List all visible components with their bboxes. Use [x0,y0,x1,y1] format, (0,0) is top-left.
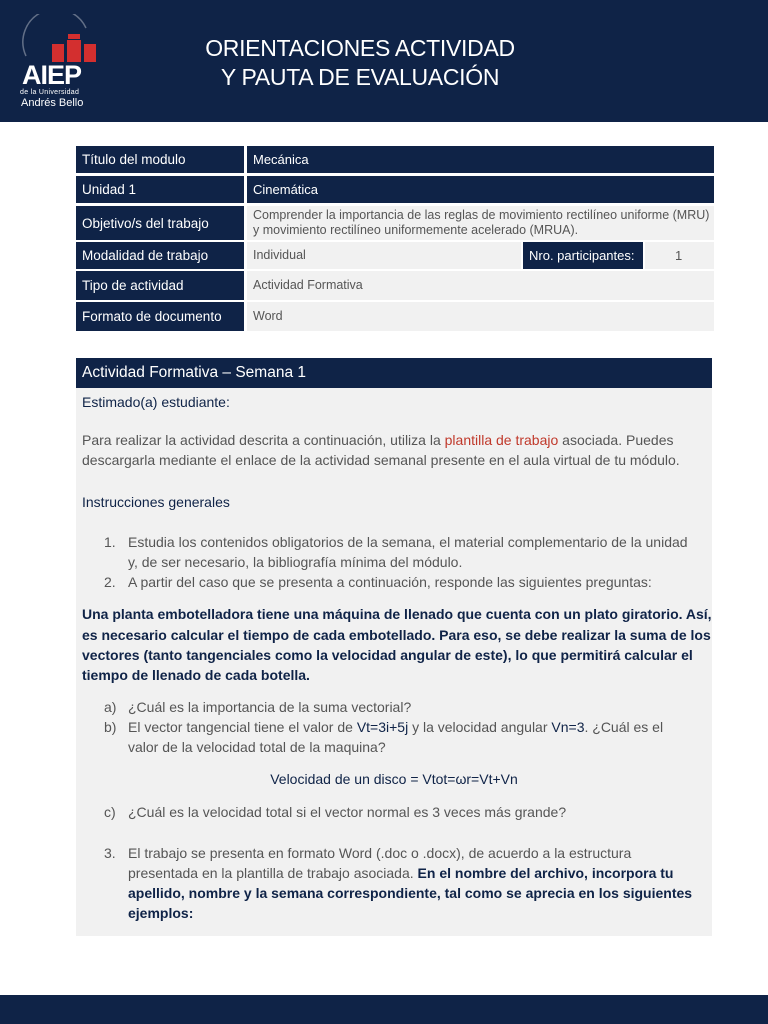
tipo-label: Tipo de actividad [76,271,244,300]
item3-text-b: En el nombre del archivo, incorpora tu [417,865,674,881]
item3-line-1: El trabajo se presenta en formato Word (.doc o .docx), de acuerdo a la estructura [128,845,632,861]
question-b-line-1 [128,717,663,737]
question-a-letter: a) [104,699,117,715]
case-line-3: vectores (tanto tangenciales como la velocidad angular de este), lo que permitirá calcular el [82,647,693,663]
activity-heading: Actividad Formativa – Semana 1 [76,358,712,388]
instructions-title: Instrucciones generales [82,494,230,510]
participants-label: Nro. participantes: [523,242,643,269]
case-line-4: tiempo de llenado de cada botella. [82,667,310,683]
item3-line-2 [128,863,673,883]
item2-line-1: A partir del caso que se presenta a continuación, responde las siguientes preguntas: [128,574,652,590]
objetivo-value: Comprender la importancia de las reglas de movimiento rectilíneo uniforme (MRU) y movimiento rectilíneo uniformemente acelerado (MRUA). [247,206,714,240]
row-unidad [76,176,714,203]
modalidad-label: Modalidad de trabajo [76,242,244,269]
question-b-text-a: El vector tangencial tiene el valor de [128,719,357,735]
formato-value: Word [247,302,714,331]
velocity-formula: Velocidad de un disco = Vtot=ωr=Vt+Vn [270,771,518,787]
formato-label: Formato de documento [76,302,244,331]
question-c-text: ¿Cuál es la velocidad total si el vector normal es 3 veces más grande? [128,804,567,820]
modulo-label: Título del modulo [76,146,244,173]
row-formato [76,302,714,331]
row-modulo [76,146,714,173]
row-tipo [76,271,714,300]
title-line-2: Y PAUTA DE EVALUACIÓN [220,64,500,90]
logo-university: Andrés Bello [21,97,84,109]
logo-wordmark: AIEP [22,60,82,90]
item3-line-4: ejemplos: [128,905,194,921]
question-b-line-2: valor de la velocidad total de la maquina? [128,739,386,755]
item3-number: 3. [104,845,116,861]
greeting: Estimado(a) estudiante: [82,394,230,410]
page-header [0,0,768,122]
question-c-letter: c) [104,804,116,820]
item1-line-1: Estudia los contenidos obligatorios de la semana, el material complementario de la unidad [128,534,688,550]
item1-number: 1. [104,534,116,550]
question-b-vn: Vn=3 [551,719,585,735]
page-footer [0,995,768,1024]
activity-body [76,388,712,936]
intro-line-2: descargarla mediante el enlace de la actividad semanal presente en el aula virtual de tu módulo. [82,452,680,468]
item3-text-a: presentada en la plantilla de trabajo asociada. [128,865,418,881]
tipo-value: Actividad Formativa [247,271,714,300]
participants-value: 1 [645,242,714,269]
unidad-label: Unidad 1 [76,176,244,203]
item1-line-2: y, de ser necesario, la bibliografía mínima del módulo. [128,554,463,570]
row-modalidad [76,242,714,269]
question-b-text-b: y la velocidad angular [408,719,552,735]
item2-number: 2. [104,574,116,590]
case-line-1: Una planta embotelladora tiene una máquina de llenado que cuenta con un plato giratorio. Así, [82,606,712,622]
template-link[interactable]: plantilla de trabajo [444,432,559,448]
intro-line-1 [82,430,673,450]
question-a-text: ¿Cuál es la importancia de la suma vectorial? [128,699,412,715]
item3-line-3: apellido, nombre y la semana correspondiente, tal como se aprecia en los siguientes [128,885,693,901]
question-b-text-c: . ¿Cuál es el [584,719,664,735]
intro-text-b: asociada. Puedes [558,432,674,448]
modulo-value: Mecánica [247,146,714,173]
objetivo-label: Objetivo/s del trabajo [76,206,244,240]
page-title [160,34,560,92]
intro-text-a: Para realizar la actividad descrita a continuación, utiliza la [82,432,445,448]
question-b-vt: Vt=3i+5j [356,719,409,735]
case-line-2: es necesario calcular el tiempo de cada embotellado. Para eso, se debe realizar la suma de los [82,627,711,643]
title-line-1: ORIENTACIONES ACTIVIDAD [205,35,515,61]
unidad-value: Cinemática [247,176,714,203]
question-b-letter: b) [104,719,117,735]
logo-subtitle: de la Universidad [20,89,80,96]
row-objetivo [76,206,714,240]
modalidad-value: Individual [247,242,521,269]
